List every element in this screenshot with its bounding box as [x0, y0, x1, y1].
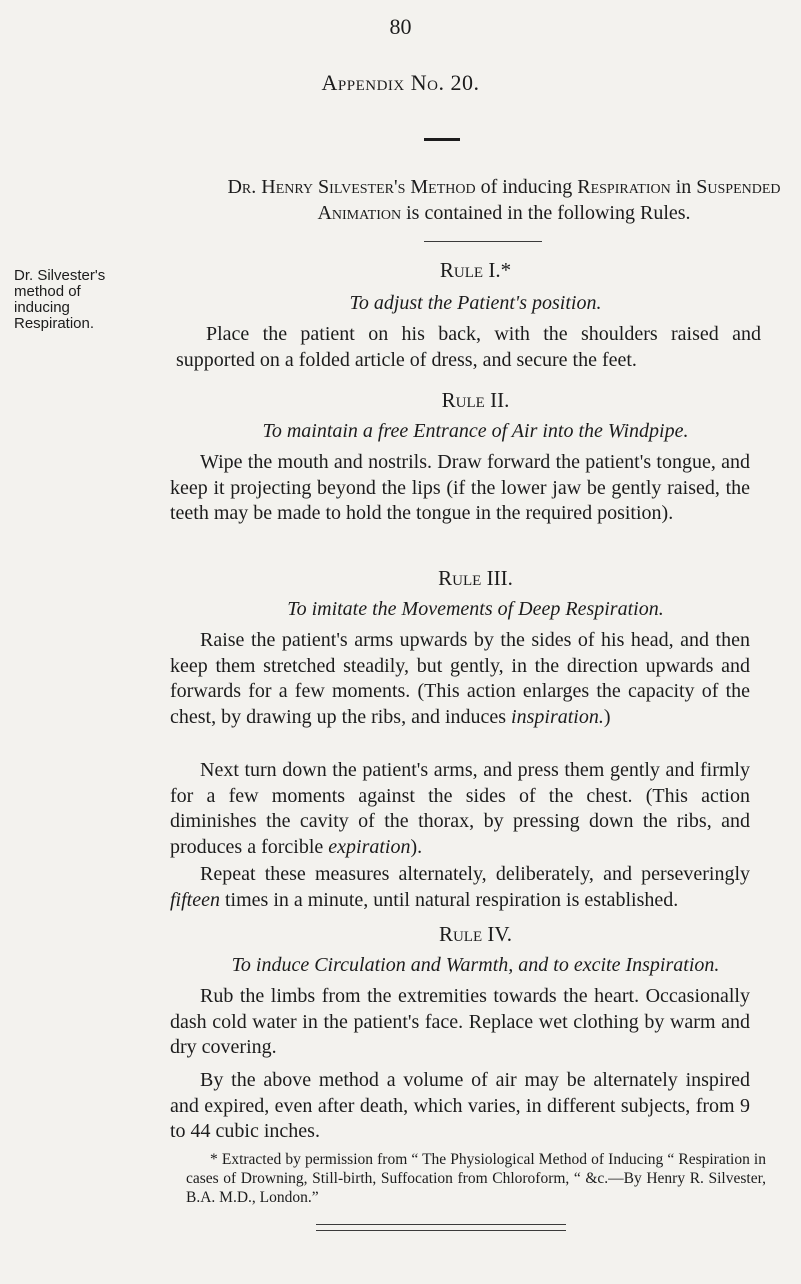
intro-part-5: Suspended Animation	[317, 176, 781, 224]
intro-paragraph	[214, 174, 794, 226]
rule-3-paragraph-2	[170, 758, 750, 860]
margin-note-line-1: Dr. Silvester's	[14, 267, 106, 284]
intro-divider	[424, 241, 542, 242]
footnote-rule-2	[316, 1230, 566, 1231]
rule-3-p3-text: Repeat these measures alternately, deliberately, and perseveringly	[200, 863, 750, 885]
rule-3-p3-end: times in a minute, until natural respiration is established.	[219, 888, 679, 911]
margin-note-line-4: Respiration.	[14, 315, 95, 332]
rule-3-p2-end: ).	[410, 835, 423, 858]
rule-3-p2-text: Next turn down the patient's arms, and press them gently and firmly for a few moments against the sides of the chest. (This action diminishes the cavity of the thorax, by pressing down the ribs, and produces a forcible	[170, 759, 750, 858]
rule-2-subtitle: To maintain a free Entrance of Air into the Windpipe.	[262, 420, 689, 442]
title-rule	[424, 138, 460, 141]
rule-3-paragraph-1	[170, 628, 750, 730]
margin-note-line-2: method of	[14, 283, 81, 300]
page-number: 80	[389, 14, 412, 39]
margin-note	[14, 268, 134, 332]
intro-part-6: is contained in the following Rules.	[401, 202, 691, 224]
intro-part-2: of inducing	[475, 176, 578, 198]
intro-part-3: Respiration	[577, 176, 671, 198]
rule-3-p3-emphasis: fifteen	[170, 888, 220, 911]
rule-4-subtitle: To induce Circulation and Warmth, and to excite Inspiration.	[231, 954, 720, 976]
intro-part-1: Dr. Henry Silvester's Method	[227, 176, 476, 198]
rule-3-p1-end: )	[603, 705, 611, 728]
rule-3-p1-text: Raise the patient's arms upwards by the sides of his head, and then keep them stretched steadily, but gently, in the direction upwards and forwards for a few moments. (This action enlarges the capacity of the chest, by drawing up the ribs, and induces	[170, 629, 750, 728]
rule-3-subtitle: To imitate the Movements of Deep Respiration.	[287, 598, 664, 620]
rule-4-heading: Rule IV.	[438, 922, 513, 946]
margin-note-line-3: inducing	[14, 299, 70, 316]
rule-2-paragraph: Wipe the mouth and nostrils. Draw forward the patient's tongue, and keep it projecting beyond the lips (if the lower jaw be gently raised, the teeth may be made to hold the tongue in the required position).	[170, 451, 750, 524]
rule-3-p2-emphasis: expiration	[328, 835, 411, 858]
intro-part-4: in	[670, 176, 697, 198]
rule-2-heading: Rule II.	[441, 388, 510, 412]
rule-4-paragraph: Rub the limbs from the extremities towards the heart. Occasionally dash cold water in the patient's face. Replace wet clothing by warm and dry covering.	[170, 985, 750, 1058]
rule-3-p1-emphasis: inspiration.	[511, 705, 604, 728]
rule-1-subtitle: To adjust the Patient's position.	[349, 292, 602, 314]
footnote-rule-1	[316, 1224, 566, 1225]
appendix-title: Appendix No. 20.	[321, 70, 480, 95]
rule-1-heading: Rule I.*	[439, 258, 512, 282]
rule-3-paragraph-3	[170, 862, 750, 913]
closing-paragraph: By the above method a volume of air may be alternately inspired and expired, even after death, which varies, in different subjects, from 9 to 44 cubic inches.	[170, 1069, 750, 1142]
rule-3-heading: Rule III.	[438, 566, 513, 590]
footnote: * Extracted by permission from “ The Physiological Method of Inducing “ Respiration in cases of Drowning, Still-birth, Suffocation from Chloroform, “ &c.—By Henry R. Silvester, B.A. M.D., London.”	[186, 1151, 766, 1206]
rule-1-paragraph: Place the patient on his back, with the shoulders raised and supported on a folded article of dress, and secure the feet.	[176, 323, 761, 371]
